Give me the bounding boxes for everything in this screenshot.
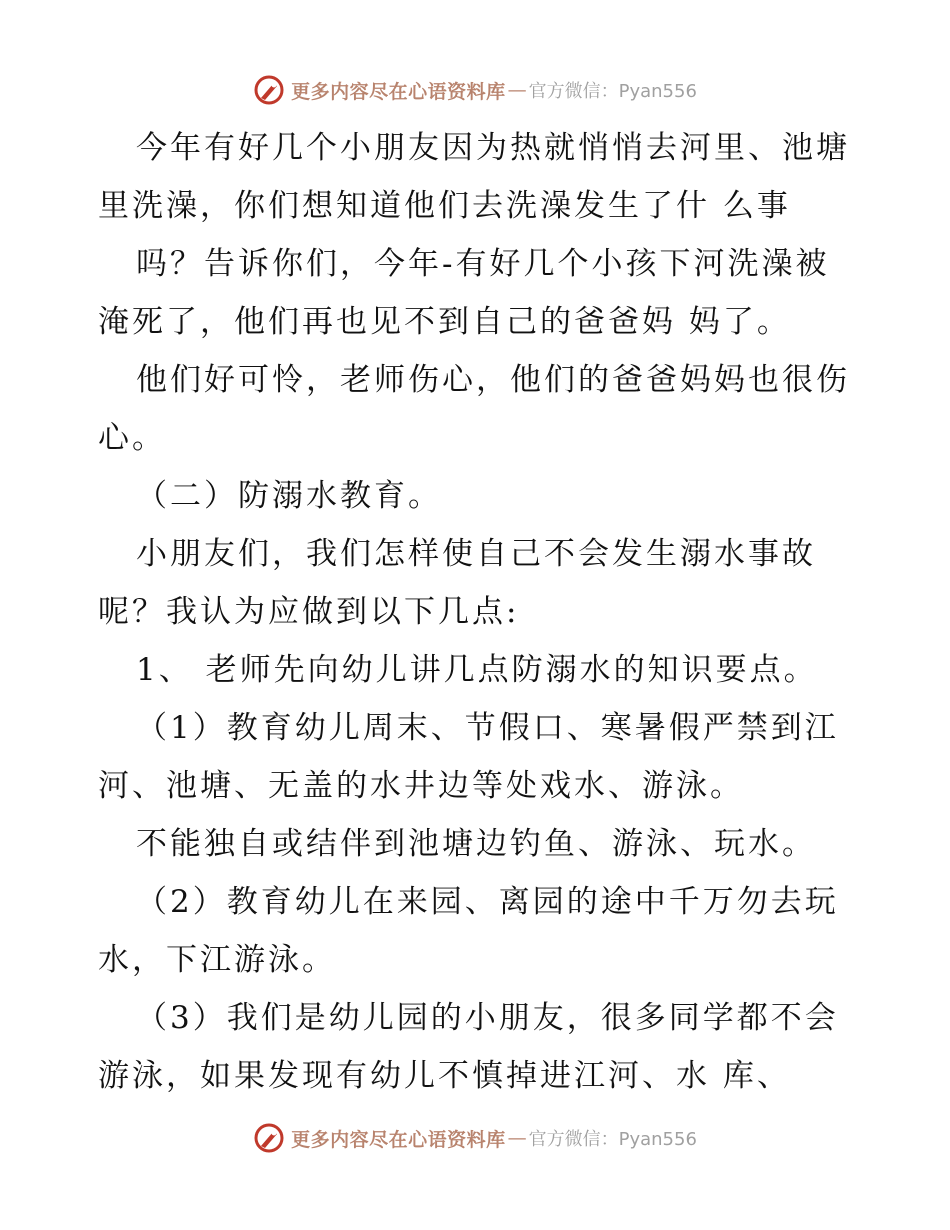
footer-banner [0, 1118, 950, 1158]
body-line: 呢？我认为应做到以下几点: [98, 594, 520, 630]
pen-nib-logo-icon [253, 1122, 285, 1154]
header-separator: — [507, 79, 527, 101]
header-official-wechat: 官方微信：Pyan556 [528, 81, 697, 102]
body-line: 水，下江游泳。 [98, 942, 336, 978]
list-item: （3）我们是幼儿园的小朋友，很多同学都不会 [136, 1000, 839, 1036]
body-line: 淹死了，他们再也见不到自己的爸爸妈 妈了。 [98, 304, 791, 340]
body-line: 不能独自或结伴到池塘边钓鱼、游泳、玩水。 [136, 826, 816, 862]
footer-official-wechat: 官方微信：Pyan556 [528, 1129, 697, 1150]
body-line: 河、池塘、无盖的水井边等处戏水、游泳。 [98, 768, 744, 804]
list-item: （1）教育幼儿周末、节假口、寒暑假严禁到江 [136, 710, 839, 746]
footer-brand-text: 更多内容尽在心语资料库 [291, 1128, 506, 1151]
body-line: 心。 [98, 420, 166, 456]
list-item: 1、 老师先向幼儿讲几点防溺水的知识要点。 [136, 652, 818, 688]
body-line: 里洗澡，你们想知道他们去洗澡发生了什 么事 [98, 188, 791, 224]
body-line: 吗？告诉你们，今年-有好几个小孩下河洗澡被 [136, 246, 830, 282]
body-line: 游泳，如果发现有幼儿不慎掉进江河、水 库、 [98, 1058, 791, 1094]
pen-nib-logo-icon [253, 74, 285, 106]
footer-separator: — [507, 1127, 527, 1149]
list-item: （2）教育幼儿在来园、离园的途中千万勿去玩 [136, 884, 839, 920]
body-line: 今年有好几个小朋友因为热就悄悄去河里、池塘 [136, 130, 850, 166]
body-line: 他们好可怜，老师伤心，他们的爸爸妈妈也很伤 [136, 362, 850, 398]
header-brand-text: 更多内容尽在心语资料库 [291, 80, 506, 103]
header-banner [0, 70, 950, 110]
body-line: 小朋友们，我们怎样使自己不会发生溺水事故 [136, 536, 816, 572]
section-heading: （二）防溺水教育。 [136, 478, 442, 514]
